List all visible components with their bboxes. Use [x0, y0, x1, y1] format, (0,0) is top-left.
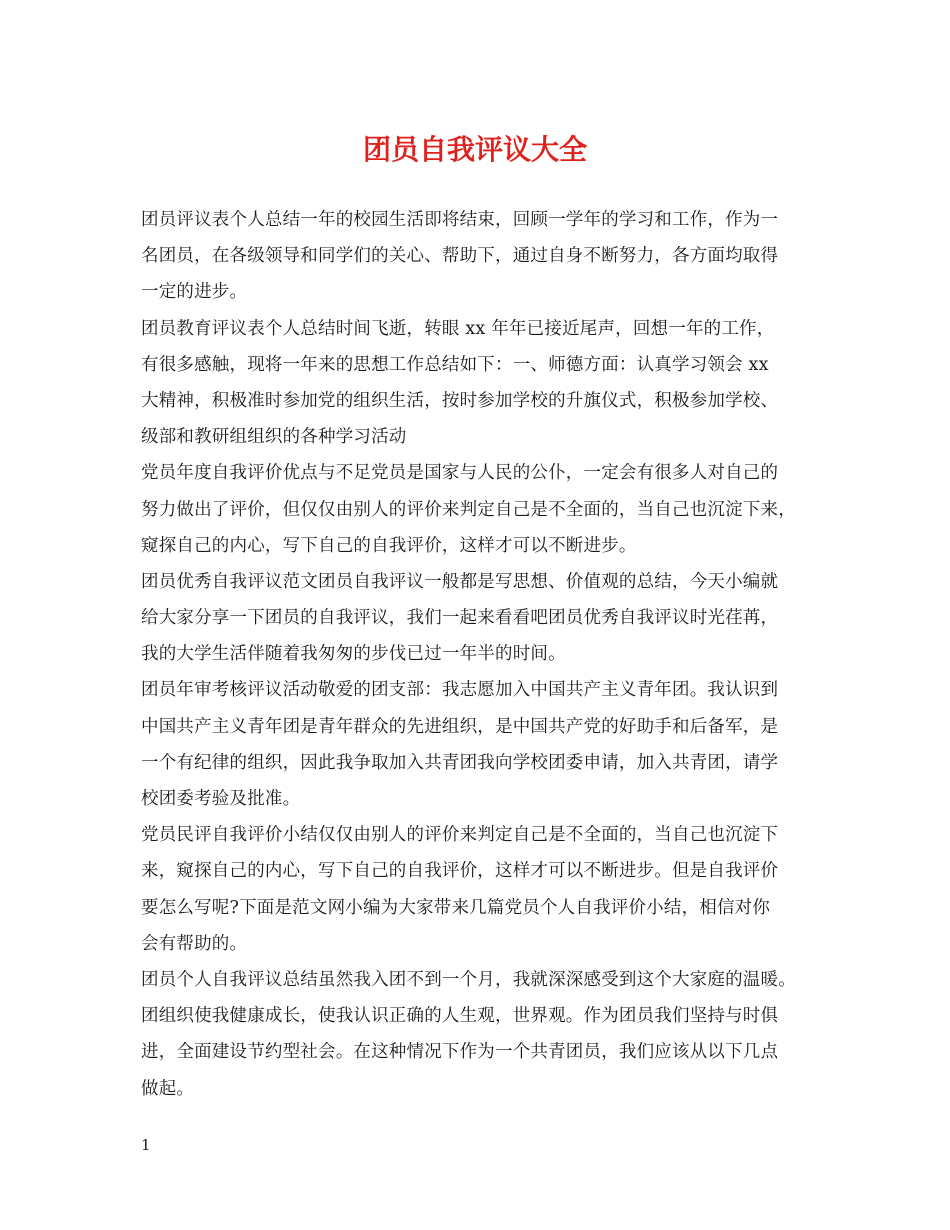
text-line: 级部和教研组组织的各种学习活动	[141, 427, 407, 448]
text-line: 大精神，积极准时参加党的组织生活，按时参加学校的升旗仪式，积极参加学校、	[141, 390, 779, 411]
text-line: 进，全面建设节约型社会。在这种情况下作为一个共青团员，我们应该从以下几点	[141, 1042, 779, 1063]
text-line: 一定的进步。	[141, 282, 248, 303]
text-line: 团员年审考核评议活动敬爱的团支部：我志愿加入中国共产主义青年团。我认识到	[141, 680, 779, 701]
text-line: 我的大学生活伴随着我匆匆的步伐已过一年半的时间。	[141, 644, 566, 665]
text-line: 努力做出了评价，但仅仅由别人的评价来判定自己是不全面的，当自己也沉淀下来，	[141, 499, 796, 520]
text-line: 来，窥探自己的内心，写下自己的自我评价，这样才可以不断进步。但是自我评价	[141, 861, 779, 882]
text-line: 会有帮助的。	[141, 933, 248, 954]
text-line: 有很多感触，现将一年来的思想工作总结如下：一、师德方面：认真学习领会 xx	[141, 354, 769, 375]
page-number: 1	[141, 1136, 151, 1154]
text-line: 党员年度自我评价优点与不足党员是国家与人民的公仆，一定会有很多人对自己的	[141, 463, 779, 484]
text-line: 团员教育评议表个人总结时间飞逝，转眼 xx 年年已接近尾声，回想一年的工作，	[141, 318, 775, 339]
text-line: 团员个人自我评议总结虽然我入团不到一个月，我就深深感受到这个大家庭的温暖。	[141, 969, 796, 990]
text-line: 校团委考验及批准。	[141, 789, 301, 809]
text-line: 一个有纪律的组织，因此我争取加入共青团我向学校团委申请，加入共青团，请学	[141, 752, 779, 773]
text-line: 窥探自己的内心，写下自己的自我评价，这样才可以不断进步。	[141, 535, 637, 556]
text-line: 团员评议表个人总结一年的校园生活即将结束，回顾一学年的学习和工作，作为一	[141, 210, 779, 230]
text-line: 要怎么写呢?下面是范文网小编为大家带来几篇党员个人自我评价小结，相信对你	[141, 897, 771, 918]
text-line: 团组织使我健康成长，使我认识正确的人生观，世界观。作为团员我们坚持与时俱	[141, 1006, 779, 1027]
text-line: 名团员，在各级领导和同学们的关心、帮助下，通过自身不断努力，各方面均取得	[141, 246, 779, 267]
text-line: 中国共产主义青年团是青年群众的先进组织，是中国共产党的好助手和后备军，是	[141, 716, 779, 737]
text-line: 做起。	[141, 1078, 195, 1099]
text-line: 给大家分享一下团员的自我评议，我们一起来看看吧团员优秀自我评议时光荏苒，	[141, 608, 779, 629]
text-line: 党员民评自我评价小结仅仅由别人的评价来判定自己是不全面的，当自己也沉淀下	[141, 825, 779, 846]
document-body	[141, 202, 831, 1107]
text-line: 团员优秀自我评议范文团员自我评议一般都是写思想、价值观的总结，今天小编就	[141, 571, 779, 592]
document-title: 团员自我评议大全	[362, 133, 587, 166]
